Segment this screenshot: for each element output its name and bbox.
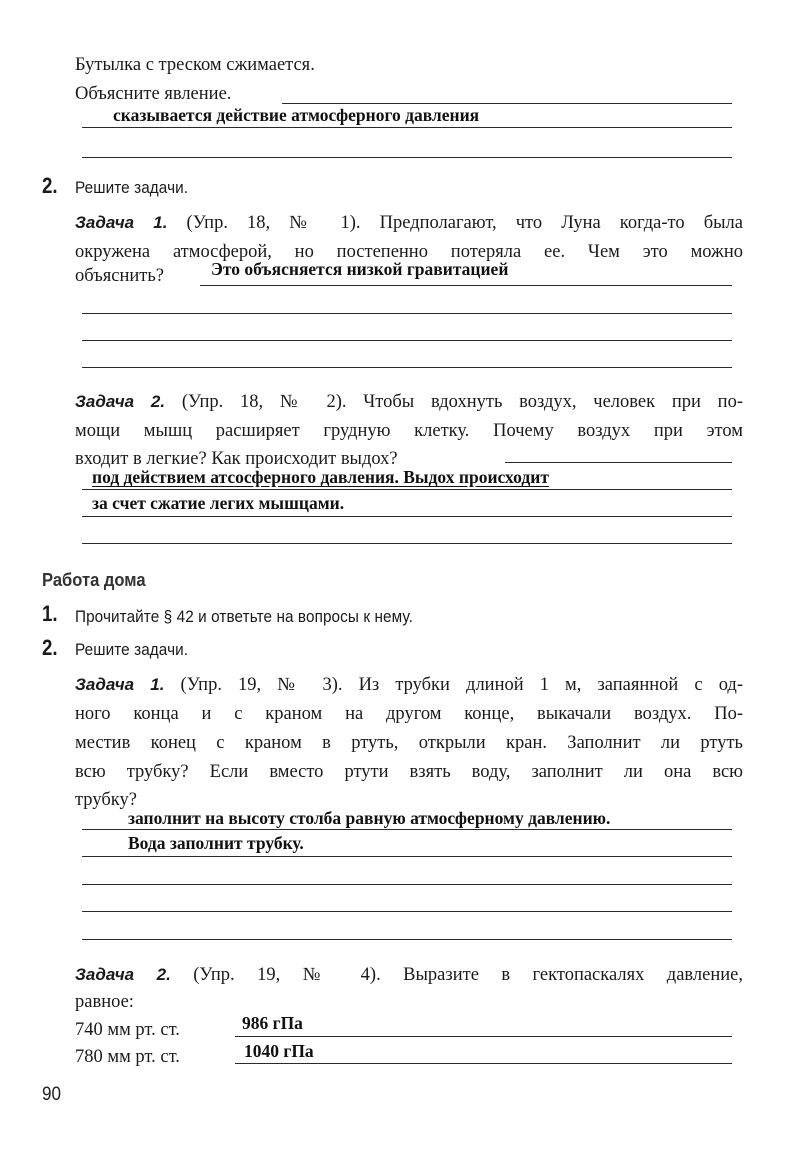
answer-line[interactable] (282, 103, 732, 104)
task-2-statement (75, 392, 743, 450)
answer-line[interactable] (200, 285, 732, 286)
item-instruction: Решите задачи. (75, 640, 189, 659)
task-line: всю трубку? Если вместо ртути взять воду, заполнит ли она всю (75, 762, 743, 782)
hw-task-1-answer-1: заполнит на высоту столба равную атмосферному давлению. (128, 808, 611, 828)
item-number: 2. (42, 173, 58, 198)
answer-line[interactable] (505, 462, 732, 463)
answer-line[interactable] (235, 1036, 732, 1037)
hw-task-1-answer-2: Вода заполнит трубку. (128, 833, 304, 853)
item-number: 1. (42, 601, 58, 626)
intro-line-1: Бутылка с треском сжимается. (75, 55, 315, 75)
task-text: (Упр. 18, № 2). Чтобы вдохнуть воздух, человек при по- (181, 392, 743, 412)
task-2-answer-2: за счет сжатие легих мышцами. (92, 493, 345, 513)
pressure-row-label: 740 мм рт. ст. (75, 1020, 180, 1040)
task-1-answer: Это объясняется низкой гравитацией (211, 259, 509, 279)
item-number: 2. (42, 635, 58, 660)
answer-line[interactable] (82, 884, 732, 885)
hw-task-1-question-end: трубку? (75, 790, 137, 810)
task-label: Задача 1. (75, 675, 165, 694)
item-instruction: Решите задачи. (75, 178, 189, 197)
answer-line[interactable] (82, 829, 732, 830)
task-line: ного конца и с краном на другом конце, выкачали воздух. По- (75, 704, 743, 724)
item-instruction: Прочитайте § 42 и ответьте на вопросы к нему. (75, 607, 413, 626)
intro-line-2: Объясните явление. (75, 84, 232, 104)
task-text: (Упр. 18, № 1). Предполагают, что Луна когда-то была (186, 213, 744, 233)
answer-line[interactable] (82, 313, 732, 314)
task-2-answer-1: под действием атсосферного давления. Выдох происходит (92, 467, 549, 487)
answer-line[interactable] (82, 911, 732, 912)
hw-task-2-statement (75, 965, 743, 994)
page-number: 90 (42, 1084, 62, 1105)
pressure-row-label: 780 мм рт. ст. (75, 1047, 180, 1067)
task-label: Задача 2. (75, 965, 171, 984)
hw-task-1-statement (75, 675, 743, 791)
task-line: окружена атмосферой, но постепенно потеряла ее. Чем это можно (75, 242, 743, 262)
task-line: мощи мышц расширяет грудную клетку. Почему воздух при этом (75, 421, 743, 441)
task-label: Задача 2. (75, 392, 166, 411)
hw-task-2-line-2: равное: (75, 992, 134, 1012)
section-title: Работа дома (42, 570, 146, 590)
task-line (75, 675, 743, 704)
pressure-row-answer: 986 гПа (242, 1013, 303, 1033)
task-2-question-end: входит в легкие? Как происходит выдох? (75, 449, 398, 469)
answer-line[interactable] (82, 340, 732, 341)
answer-line[interactable] (82, 516, 732, 517)
task-line: местив конец с краном в ртуть, открыли кран. Заполнит ли ртуть (75, 733, 743, 753)
answer-line[interactable] (82, 367, 732, 368)
task-text: (Упр. 19, № 3). Из трубки длиной 1 м, запаянной с од- (180, 675, 744, 695)
task-text: (Упр. 19, № 4). Выразите в гектопаскалях давление, (193, 965, 743, 985)
task-label: Задача 1. (75, 213, 168, 232)
task-line (75, 213, 743, 242)
answer-line[interactable] (235, 1063, 732, 1064)
answer-line[interactable] (82, 157, 732, 158)
task-line (75, 965, 743, 994)
task-line (75, 392, 743, 421)
answer-line[interactable] (82, 543, 732, 544)
intro-answer: сказывается действие атмосферного давления (113, 105, 480, 125)
pressure-row-answer: 1040 гПа (244, 1041, 314, 1061)
task-1-question-end: объяснить? (75, 266, 165, 286)
answer-line[interactable] (82, 127, 732, 128)
answer-line[interactable] (82, 856, 732, 857)
answer-line[interactable] (82, 489, 732, 490)
answer-line[interactable] (82, 939, 732, 940)
